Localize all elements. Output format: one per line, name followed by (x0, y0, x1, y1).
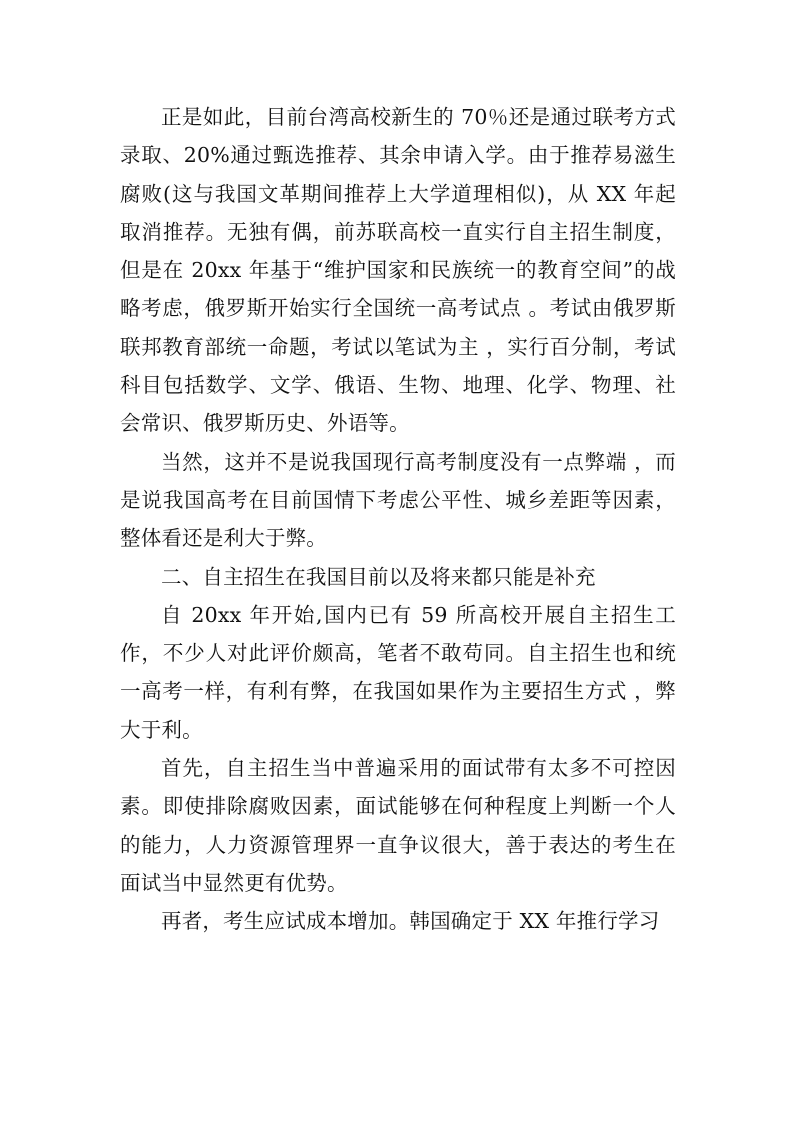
paragraph-exam-cost: 再者，考生应试成本增加。韩国确定于 XX 年推行学习 (161, 909, 660, 934)
paragraph-gaokao-pros-cons: 当然，这并不是说我国现行高考制度没有一点弊端 ，而是说我国高考在目前国情下考虑公平性、城乡差距等因素，整体看还是利大于弊。 (120, 449, 676, 551)
paragraph-independent-admission: 自 20xx 年开始,国内已有 59 所高校开展自主招生工作，不少人对此评价颇高，笔者不敢苟同。自主招生也和统一高考一样，有利有弊，在我国如果作为主要招生方式 ，弊大于利。 (120, 602, 676, 742)
document-body (120, 98, 676, 941)
section-heading: 二、自主招生在我国目前以及将来都只能是补充 (161, 564, 596, 589)
paragraph-taiwan-admission: 正是如此，目前台湾高校新生的 70％还是通过联考方式录取、20%通过甄选推荐、其余申请入学。由于推荐易滋生腐败(这与我国文革期间推荐上大学道理相似)，从 XX 年起取消推荐。无独有偶，前苏联高校一直实行自主招生制度，但是在 20xx 年基于“维护国家和民族统一的教育空间”的战略考虑，俄罗斯开始实行全国统一高考试点 。考试由俄罗斯联邦教育部统一命题，考试以笔试为主 ，实行百分制，考试科目包括数学、文学、俄语、生物、地理、化学、物理、社会常识、俄罗斯历史、外语等。 (120, 105, 676, 436)
paragraph-interview-factors: 首先，自主招生当中普遍采用的面试带有太多不可控因素。即使排除腐败因素，面试能够在何种程度上判断一个人的能力，人力资源管理界一直争议很大，善于表达的考生在面试当中显然更有优势。 (120, 756, 676, 895)
